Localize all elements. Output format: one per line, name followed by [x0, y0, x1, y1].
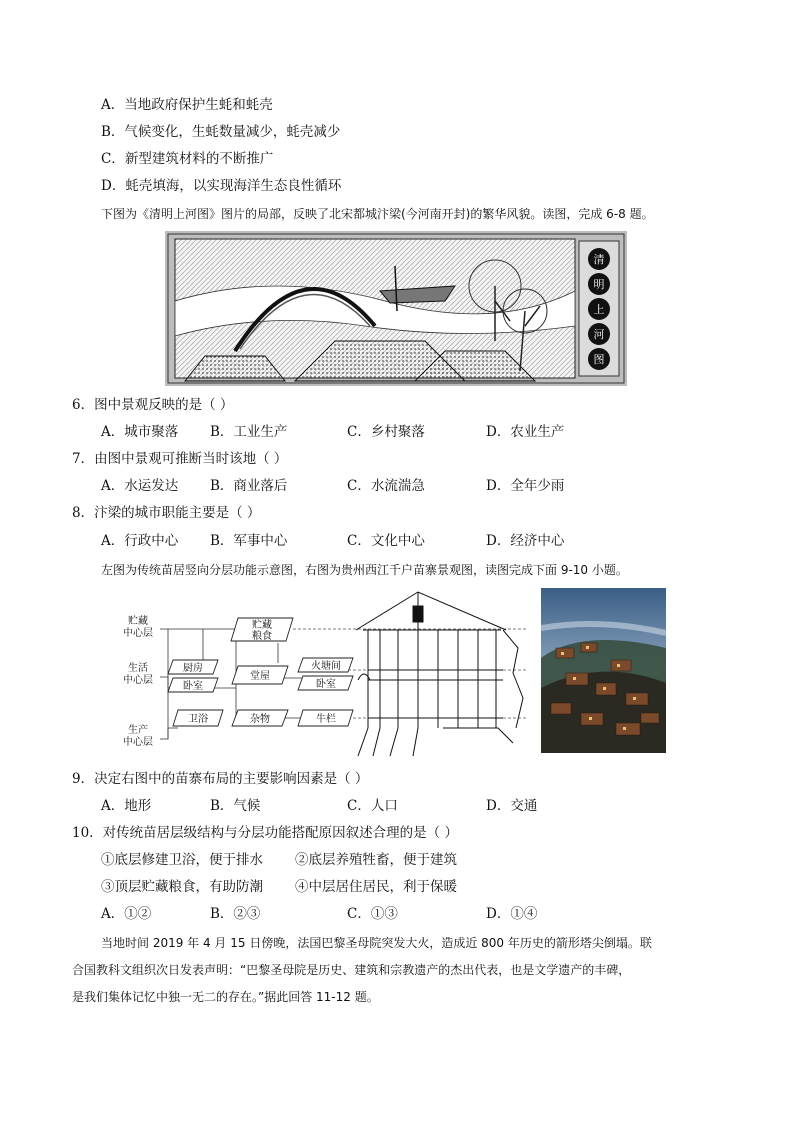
q5-option-a: A．当地政府保护生蚝和蚝壳: [101, 97, 273, 113]
box-bedroom2-label: 卧室: [316, 679, 336, 690]
intro-9-10: 左图为传统苗居竖向分层功能示意图，右图为贵州西江千户苗寨景观图，读图完成下面 9-10 小题。: [101, 563, 628, 577]
q5-option-c: C．新型建筑材料的不断推广: [101, 151, 274, 167]
q7-option-b: B．商业落后: [210, 478, 288, 494]
q7-option-c: C．水流湍急: [347, 478, 425, 494]
q5-option-b: B．气候变化，生蚝数量减少，蚝壳减少: [101, 124, 341, 140]
layer-mid-label-2: 中心层: [123, 675, 153, 686]
painting-illustration: [165, 231, 627, 386]
layer-bot-label-2: 中心层: [123, 737, 153, 748]
q9-option-d: D．交通: [486, 798, 538, 814]
box-fire-label: 火塘间: [311, 661, 341, 672]
q9-option-c: C．人口: [347, 798, 398, 814]
q10-option-d: D．①④: [486, 906, 538, 922]
q9-option-b: B．气候: [210, 798, 261, 814]
seal-char-3: 上: [593, 303, 605, 316]
seal-char-2: 明: [593, 278, 605, 291]
q7-stem: 7．由图中景观可推断当时该地（ ）: [72, 451, 288, 467]
q10-statement-4: ④中层居住居民，利于保暖: [295, 879, 457, 895]
box-storage-label-2: 粮食: [252, 631, 272, 642]
q8-option-b: B．军事中心: [210, 533, 288, 549]
seal-char-5: 图: [593, 353, 605, 366]
box-barn-label: 牛栏: [316, 714, 336, 725]
intro-6-8: 下图为《清明上河图》图片的局部，反映了北宋都城汴梁(今河南开封)的繁华风貌。读图，完成 6-8 题。: [101, 207, 654, 221]
layer-top-label-2: 中心层: [123, 628, 153, 639]
intro-11-12-line1: 当地时间 2019 年 4 月 15 日傍晚，法国巴黎圣母院突发大火，造成近 800 年历史的箭形塔尖倒塌。联: [101, 936, 652, 950]
intro-11-12-line2: 合国教科文组织次日发表声明：“巴黎圣母院是历史、建筑和宗教遗产的杰出代表，也是文学遗产的丰碑，: [72, 963, 631, 977]
miao-village-photo: [541, 588, 666, 753]
q8-stem: 8．汴梁的城市职能主要是（ ）: [72, 505, 261, 521]
layer-mid-label-1: 生活: [128, 663, 148, 674]
q10-option-b: B．②③: [210, 906, 261, 922]
q8-option-c: C．文化中心: [347, 533, 425, 549]
layer-top-label-1: 贮藏: [128, 616, 148, 627]
q6-stem: 6．图中景观反映的是（ ）: [72, 397, 234, 413]
q6-option-b: B．工业生产: [210, 424, 288, 440]
layer-bot-label-1: 生产: [128, 725, 148, 736]
q10-statement-1: ①底层修建卫浴，便于排水: [101, 852, 263, 868]
q8-option-d: D．经济中心: [486, 533, 565, 549]
q10-stem: 10．对传统苗居层级结构与分层功能搭配原因叙述合理的是（ ）: [72, 825, 458, 841]
q7-option-a: A．水运发达: [101, 478, 179, 494]
q10-option-a: A．①②: [101, 906, 152, 922]
seal-char-4: 河: [593, 328, 605, 341]
q9-option-a: A．地形: [101, 798, 152, 814]
painting-seal-stamps: [588, 248, 610, 370]
q7-option-d: D．全年少雨: [486, 478, 565, 494]
box-kitchen-label: 厨房: [183, 663, 203, 674]
miao-house-diagram: [118, 588, 528, 756]
intro-11-12-line3: 是我们集体记忆中独一无二的存在。”据此回答 11-12 题。: [72, 990, 379, 1004]
q6-option-c: C．乡村聚落: [347, 424, 425, 440]
layer-function-diagram: [118, 588, 528, 756]
box-bedroom1-label: 卧室: [183, 681, 203, 692]
box-bath-label: 卫浴: [188, 714, 208, 725]
q6-option-a: A．城市聚落: [101, 424, 179, 440]
box-storage-label-1: 贮藏: [252, 620, 272, 631]
qingming-painting-figure: [165, 231, 627, 386]
q10-option-c: C．①③: [347, 906, 398, 922]
q9-stem: 9．决定右图中的苗寨布局的主要影响因素是（ ）: [72, 771, 369, 787]
box-misc-label: 杂物: [250, 714, 270, 725]
box-hall-label: 堂屋: [250, 671, 270, 682]
q8-option-a: A．行政中心: [101, 533, 179, 549]
house-section-drawing: [356, 592, 523, 756]
seal-char-1: 清: [593, 253, 605, 266]
q6-option-d: D．农业生产: [486, 424, 565, 440]
q10-statement-2: ②底层养殖牲畜，便于建筑: [295, 852, 457, 868]
q5-option-d: D．蚝壳填海，以实现海洋生态良性循环: [101, 178, 342, 194]
q10-statement-3: ③顶层贮藏粮食，有助防潮: [101, 879, 263, 895]
